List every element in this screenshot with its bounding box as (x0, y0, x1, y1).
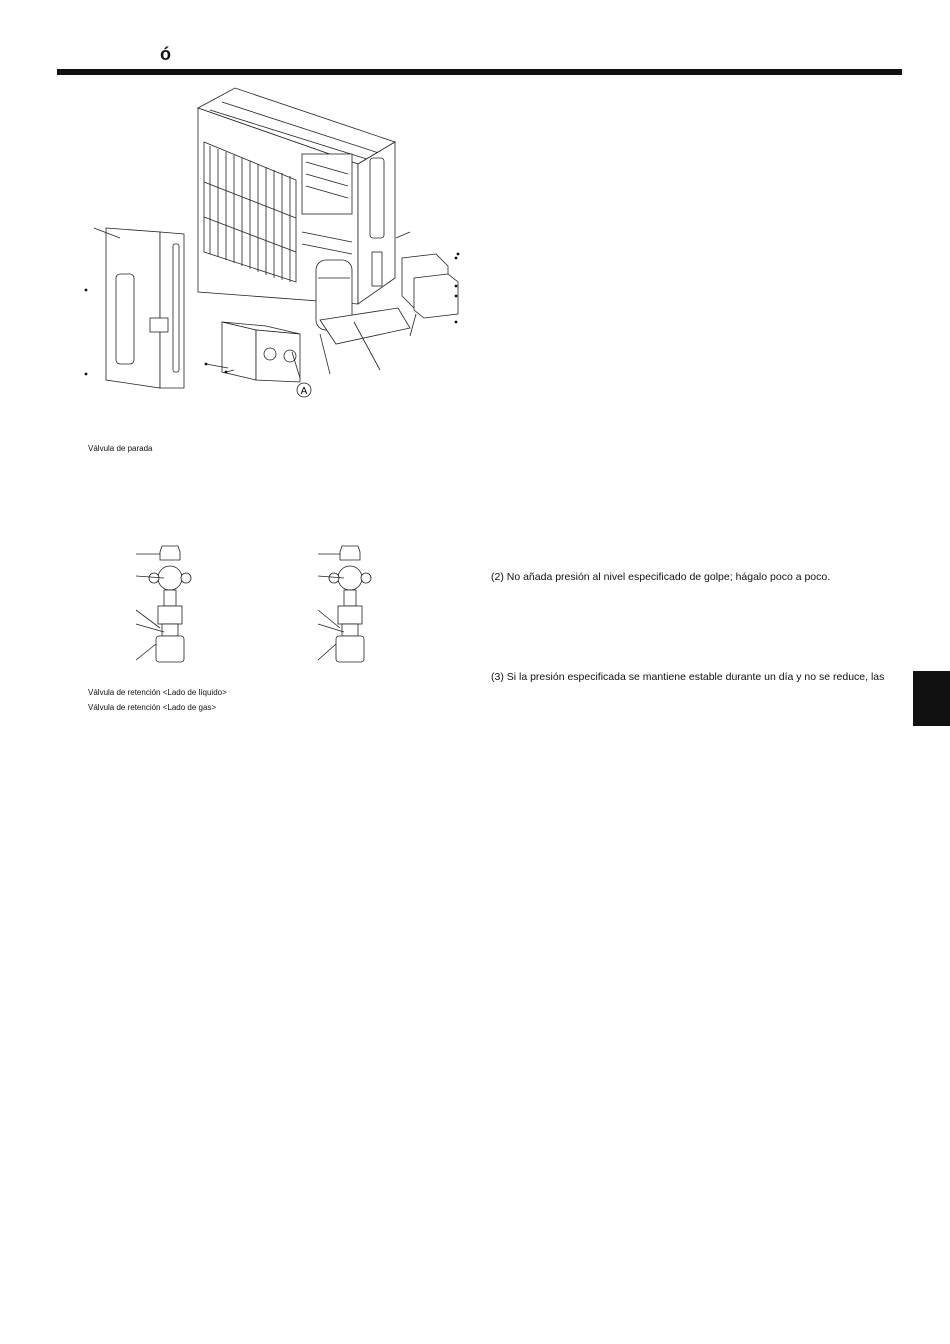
instruction-step-2: (2) No añada presión al nivel especificado de golpe; hágalo poco a poco. (491, 571, 831, 583)
callout-label: A (300, 386, 308, 397)
check-valve-liquid-side (136, 546, 191, 662)
front-panel (94, 228, 184, 388)
header-rule (57, 69, 902, 75)
section-tab (913, 671, 950, 726)
outdoor-unit-exploded-illustration (80, 82, 470, 404)
unit-cabinet (198, 88, 410, 344)
side-cover (402, 254, 458, 318)
stop-valve-caption: Válvula de parada (88, 444, 153, 453)
instruction-step-3: (3) Si la presión especificada se mantiene estable durante un día y no se reduce, las (491, 671, 885, 683)
page-title: ó (160, 44, 171, 64)
check-valve-illustration (130, 540, 380, 664)
check-valve-gas-side (318, 546, 371, 662)
check-valve-liquid-caption: Válvula de retención <Lado de líquido> (88, 688, 227, 697)
service-panel (222, 322, 300, 382)
check-valve-gas-caption: Válvula de retención <Lado de gas> (88, 703, 217, 712)
